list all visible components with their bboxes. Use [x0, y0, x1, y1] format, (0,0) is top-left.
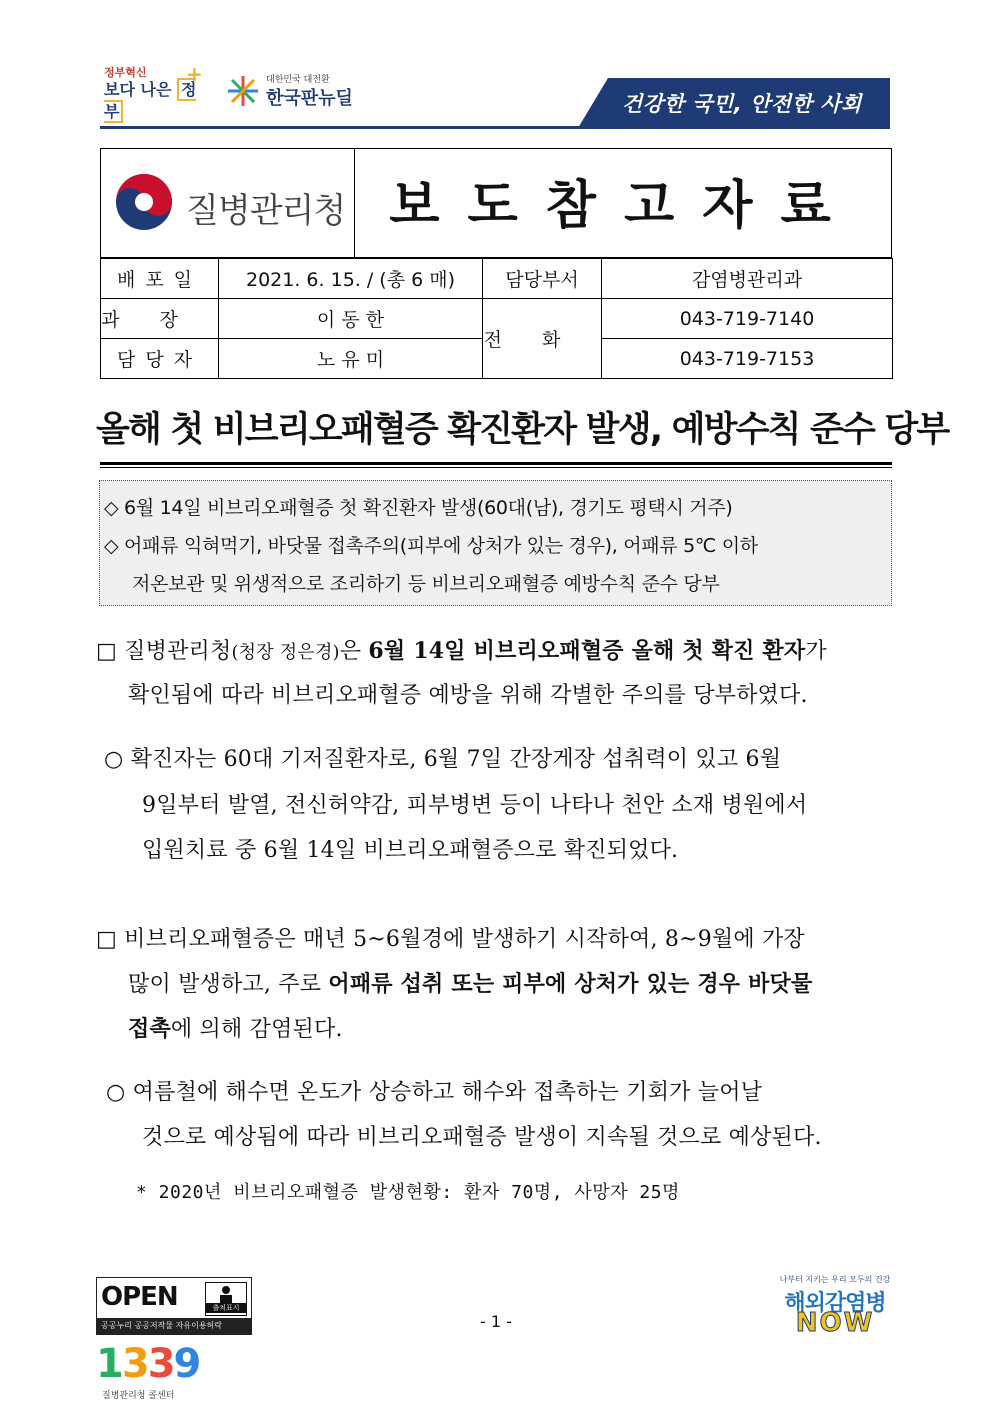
- staff-name: 노 유 미: [219, 339, 483, 379]
- staff-phone: 043-719-7153: [602, 339, 893, 379]
- press-release-title: 보도참고자료: [389, 175, 859, 236]
- digit: 3: [147, 1341, 174, 1387]
- text-span: 은: [339, 639, 369, 664]
- release-info-table: [100, 258, 893, 379]
- new-deal-text: 한국판뉴딜: [266, 88, 353, 109]
- chief-name: 이 동 한: [219, 299, 483, 339]
- gov-logo-highlight: 정부: [104, 80, 197, 121]
- open-logo-text: OPEN: [101, 1282, 178, 1312]
- now-logo-tagline: 나부터 지키는 우리 모두의 건강: [779, 1275, 891, 1284]
- emphasis-text: 어패류 섭취 또는 피부에 상처가 있는 경우 바닷물: [328, 971, 813, 997]
- taegeuk-emblem-icon: [114, 172, 174, 232]
- paragraph-2-line-2: 9일부터 발열, 전신허약감, 피부병변 등이 나타나 천안 소재 병원에서: [142, 793, 808, 818]
- overseas-infection-now-logo: [774, 1274, 896, 1338]
- paragraph-4-line-1: ○ 여름철에 해수면 온도가 상승하고 해수와 접촉하는 기회가 늘어날: [106, 1080, 763, 1105]
- paragraph-4-line-2: 것으로 예상됨에 따라 비브리오패혈증 발생이 지속될 것으로 예상된다.: [142, 1125, 822, 1150]
- department-value: 감염병관리과: [602, 259, 893, 299]
- gov-logo-text: 보다 나은: [104, 80, 172, 99]
- summary-line: ◇ 6월 14일 비브리오패혈증 첫 확진환자 발생(60대(남), 경기도 평택시 거주): [104, 497, 733, 519]
- department-label: 담당부서: [483, 259, 602, 299]
- gov-logo-small-text: 정부혁신: [104, 66, 147, 79]
- chief-label: 과장: [101, 299, 219, 339]
- call-center-caption: 질병관리청 콜센터: [102, 1391, 175, 1401]
- release-date-value: 2021. 6. 15. / (총 6 매): [219, 259, 483, 299]
- digit: 9: [173, 1341, 200, 1387]
- headline: 올해 첫 비브리오패혈증 확진환자 발생, 예방수칙 준수 당부: [96, 410, 949, 450]
- summary-box: [99, 480, 892, 606]
- agency-name: 질병관리청: [186, 191, 346, 231]
- top-divider: [100, 126, 890, 129]
- phone-label: 전화: [483, 299, 602, 379]
- call-center-1339-logo: [96, 1342, 206, 1402]
- digit: 1: [96, 1341, 122, 1387]
- header-divider: [354, 148, 355, 258]
- headline-rule-thin: [100, 467, 892, 468]
- now-logo-title: 해외감염병: [784, 1291, 886, 1316]
- now-logo-now: NOW: [795, 1308, 875, 1338]
- text-span: 에 의해 감염된다.: [170, 1017, 343, 1042]
- summary-line: ◇ 어패류 익혀먹기, 바닷물 접촉주의(피부에 상처가 있는 경우), 어패류 5℃ 이하: [104, 535, 758, 557]
- plus-icon: +: [186, 62, 203, 86]
- paragraph-1-line-1: [96, 634, 827, 665]
- emphasis-text: 6월 14일 비브리오패혈증 올해 첫 확진 환자: [368, 638, 806, 664]
- open-license-caption: 공공누리 공공저작물 자유이용허락: [97, 1318, 251, 1334]
- call-center-number: [96, 1342, 199, 1386]
- paragraph-1-line-2: 확인됨에 따라 비브리오패혈증 예방을 위해 각별한 주의를 당부하였다.: [128, 683, 808, 708]
- gov-innovation-logo: [104, 62, 208, 121]
- release-date-label: 배포일: [101, 259, 219, 299]
- digit: 3: [121, 1341, 148, 1387]
- person-icon: [206, 1283, 246, 1305]
- kogl-open-license-logo: [96, 1277, 252, 1335]
- attribution-badge-label: 출처표시: [206, 1303, 246, 1313]
- new-deal-star-icon: [226, 74, 260, 108]
- paragraph-2-line-1: ○ 확진자는 60대 기저질환자로, 6월 7일 간장게장 섭취력이 있고 6월: [104, 747, 782, 772]
- text-span: 가: [805, 639, 827, 664]
- headline-rule: [100, 462, 892, 465]
- emphasis-text: 접촉: [128, 1016, 171, 1042]
- paragraph-2-line-3: 입원치료 중 6월 14일 비브리오패혈증으로 확진되었다.: [142, 838, 679, 863]
- staff-label: 담당자: [101, 339, 219, 379]
- footnote: * 2020년 비브리오패혈증 발생현황: 환자 70명, 사망자 25명: [136, 1182, 680, 1203]
- korean-new-deal-logo: [226, 70, 356, 114]
- paragraph-3-line-1: □ 비브리오패혈증은 매년 5~6월경에 발생하기 시작하여, 8~9월에 가장: [96, 927, 805, 952]
- new-deal-subtext: 대한민국 대전환: [266, 75, 330, 85]
- slogan-banner: [578, 78, 890, 128]
- page-number: - 1 -: [480, 1312, 512, 1331]
- paragraph-3-line-2: [128, 967, 812, 998]
- slogan-text: 건강한 국민, 안전한 사회: [622, 92, 862, 116]
- summary-line: 저온보관 및 위생적으로 조리하기 등 비브리오패혈증 예방수칙 준수 당부: [132, 573, 720, 595]
- text-span: (청장 정은경): [231, 642, 340, 663]
- attribution-badge: [205, 1282, 247, 1316]
- paragraph-3-line-3: [128, 1012, 343, 1043]
- text-span: □ 질병관리청: [96, 639, 232, 664]
- chief-phone: 043-719-7140: [602, 299, 893, 339]
- text-span: 많이 발생하고, 주로: [128, 972, 329, 997]
